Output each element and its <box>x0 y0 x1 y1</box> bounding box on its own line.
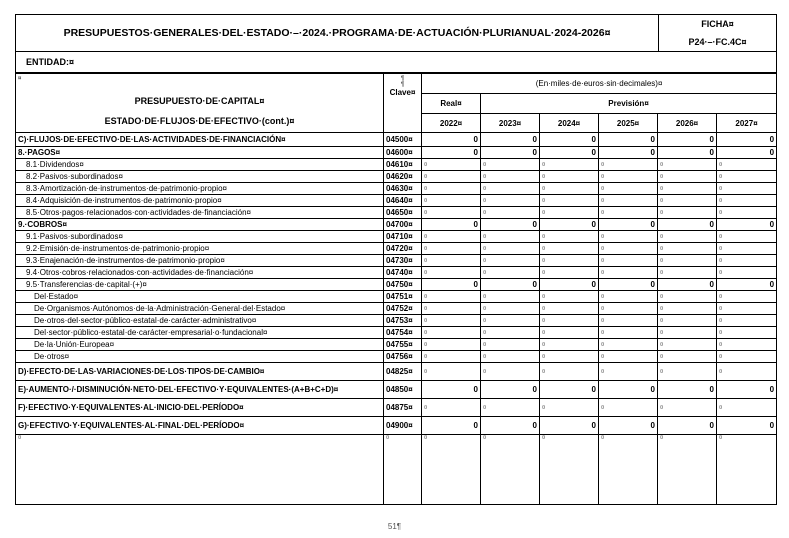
value-cell: ¤ <box>599 171 658 183</box>
clave-header <box>384 74 422 133</box>
year-header: 2022¤ <box>422 114 481 133</box>
value-cell: ¤ <box>422 267 481 279</box>
prevision-header: Previsión¤ <box>481 94 777 114</box>
row-label: 9.5·Transferencias·de·capital·(+)¤ <box>16 279 384 291</box>
value-cell: ¤ <box>481 231 540 243</box>
row-label: G)·EFECTIVO·Y·EQUIVALENTES·AL·FINAL·DEL·PERÍODO¤ <box>16 417 384 435</box>
value-cell: ¤ <box>717 195 777 207</box>
table-row <box>16 399 777 417</box>
value-cell: 0 <box>540 417 599 435</box>
table-row <box>16 219 777 231</box>
value-cell: ¤ <box>481 351 540 363</box>
value-cell: ¤ <box>599 315 658 327</box>
value-cell: 0 <box>717 381 777 399</box>
table-row <box>16 267 777 279</box>
value-cell: ¤ <box>422 207 481 219</box>
row-clave: 04640¤ <box>384 195 422 207</box>
row-clave: 04720¤ <box>384 243 422 255</box>
value-cell: ¤ <box>717 207 777 219</box>
value-cell: 0 <box>658 147 717 159</box>
year-header: 2027¤ <box>717 114 777 133</box>
row-label: De·otros·del·sector·público·estatal·de·carácter·administrativo¤ <box>16 315 384 327</box>
row-clave: 04700¤ <box>384 219 422 231</box>
value-cell: ¤ <box>717 339 777 351</box>
table-row <box>16 133 777 147</box>
value-cell: ¤ <box>422 243 481 255</box>
table-row <box>16 327 777 339</box>
year-header: 2026¤ <box>658 114 717 133</box>
row-label: 8.1·Dividendos¤ <box>16 159 384 171</box>
value-cell: ¤ <box>717 183 777 195</box>
table-row <box>16 363 777 381</box>
row-clave: 04754¤ <box>384 327 422 339</box>
value-cell: ¤ <box>481 267 540 279</box>
table-row <box>16 183 777 195</box>
blank-cell: ¤ <box>599 435 658 505</box>
value-cell: 0 <box>481 381 540 399</box>
value-cell: ¤ <box>599 339 658 351</box>
ficha-code: P24·–·FC.4C¤ <box>688 37 747 47</box>
value-cell: ¤ <box>717 291 777 303</box>
value-cell: ¤ <box>481 195 540 207</box>
value-cell: 0 <box>422 133 481 147</box>
value-cell: ¤ <box>599 327 658 339</box>
value-cell: ¤ <box>599 207 658 219</box>
row-clave: 04753¤ <box>384 315 422 327</box>
row-label: Del·Estado¤ <box>16 291 384 303</box>
row-clave: 04620¤ <box>384 171 422 183</box>
table-row <box>16 279 777 291</box>
value-cell: 0 <box>658 381 717 399</box>
table-body <box>16 133 777 505</box>
value-cell: ¤ <box>540 207 599 219</box>
value-cell: ¤ <box>717 255 777 267</box>
value-cell: ¤ <box>658 399 717 417</box>
value-cell: ¤ <box>599 195 658 207</box>
value-cell: ¤ <box>481 339 540 351</box>
value-cell: ¤ <box>481 171 540 183</box>
value-cell: 0 <box>481 219 540 231</box>
value-cell: ¤ <box>540 363 599 381</box>
value-cell: ¤ <box>422 183 481 195</box>
value-cell: ¤ <box>717 399 777 417</box>
row-label: 8.5·Otros·pagos·relacionados·con·actividades·de·financiación¤ <box>16 207 384 219</box>
value-cell: ¤ <box>599 363 658 381</box>
value-cell: ¤ <box>658 303 717 315</box>
value-cell: ¤ <box>422 159 481 171</box>
blank-cell: ¤ <box>481 435 540 505</box>
value-cell: ¤ <box>481 207 540 219</box>
value-cell: 0 <box>717 147 777 159</box>
row-clave: 04630¤ <box>384 183 422 195</box>
value-cell: ¤ <box>717 315 777 327</box>
row-clave: 04875¤ <box>384 399 422 417</box>
blank-cell: ¤ <box>422 435 481 505</box>
table-row <box>16 315 777 327</box>
value-cell: ¤ <box>658 363 717 381</box>
blank-cell: ¤ <box>658 435 717 505</box>
row-label: F)·EFECTIVO·Y·EQUIVALENTES·AL·INICIO·DEL·PERÍODO¤ <box>16 399 384 417</box>
value-cell: ¤ <box>422 327 481 339</box>
row-label: C)·FLUJOS·DE·EFECTIVO·DE·LAS·ACTIVIDADES·DE·FINANCIACIÓN¤ <box>16 133 384 147</box>
value-cell: ¤ <box>540 351 599 363</box>
row-clave: 04756¤ <box>384 351 422 363</box>
value-cell: ¤ <box>717 171 777 183</box>
value-cell: ¤ <box>658 315 717 327</box>
value-cell: ¤ <box>658 159 717 171</box>
value-cell: ¤ <box>481 327 540 339</box>
ficha-label: FICHA¤ <box>701 19 734 29</box>
row-label: 9.2·Emisión·de·instrumentos·de·patrimonio·propio¤ <box>16 243 384 255</box>
table-row <box>16 195 777 207</box>
value-cell: ¤ <box>540 195 599 207</box>
row-label: 8.4·Adquisición·de·instrumentos·de·patrimonio·propio¤ <box>16 195 384 207</box>
value-cell: ¤ <box>540 339 599 351</box>
value-cell: 0 <box>481 279 540 291</box>
value-cell: ¤ <box>658 243 717 255</box>
year-header: 2024¤ <box>540 114 599 133</box>
value-cell: ¤ <box>422 291 481 303</box>
value-cell: ¤ <box>540 231 599 243</box>
table-row <box>16 231 777 243</box>
value-cell: ¤ <box>658 183 717 195</box>
table-row <box>16 291 777 303</box>
value-cell: 0 <box>422 381 481 399</box>
ficha-box <box>659 15 777 52</box>
row-clave: 04825¤ <box>384 363 422 381</box>
blank-cell: ¤ <box>384 435 422 505</box>
header-table <box>15 14 777 73</box>
row-clave: 04500¤ <box>384 133 422 147</box>
row-clave: 04900¤ <box>384 417 422 435</box>
value-cell: ¤ <box>540 327 599 339</box>
units-note: (En·miles·de·euros·sin·decimales)¤ <box>422 74 777 94</box>
row-label: E)·AUMENTO·/·DISMINUCIÓN·NETO·DEL·EFECTIVO·Y·EQUIVALENTES·(A+B+C+D)¤ <box>16 381 384 399</box>
value-cell: 0 <box>599 219 658 231</box>
row-label: 8.3·Amortización·de·instrumentos·de·patrimonio·propio¤ <box>16 183 384 195</box>
table-row <box>16 303 777 315</box>
value-cell: ¤ <box>599 243 658 255</box>
value-cell: 0 <box>599 133 658 147</box>
document-page <box>15 14 776 505</box>
value-cell: ¤ <box>658 339 717 351</box>
value-cell: ¤ <box>658 255 717 267</box>
table-row <box>16 171 777 183</box>
value-cell: ¤ <box>481 315 540 327</box>
value-cell: 0 <box>540 147 599 159</box>
value-cell: ¤ <box>481 255 540 267</box>
estado-flujos-title: ESTADO·DE·FLUJOS·DE·EFECTIVO·(cont.)¤ <box>104 116 295 126</box>
row-label: 9.4·Otros·cobros·relacionados·con·actividades·de·financiación¤ <box>16 267 384 279</box>
value-cell: ¤ <box>481 303 540 315</box>
row-label: De·la·Unión·Europea¤ <box>16 339 384 351</box>
value-cell: ¤ <box>422 195 481 207</box>
value-cell: ¤ <box>658 291 717 303</box>
value-cell: ¤ <box>599 399 658 417</box>
value-cell: ¤ <box>540 303 599 315</box>
table-row <box>16 243 777 255</box>
value-cell: ¤ <box>422 231 481 243</box>
value-cell: ¤ <box>599 255 658 267</box>
document-title: PRESUPUESTOS·GENERALES·DEL·ESTADO·–·2024.·PROGRAMA·DE·ACTUACIÓN·PLURIANUAL·2024-2026¤ <box>16 15 659 52</box>
table-row <box>16 339 777 351</box>
value-cell: ¤ <box>717 327 777 339</box>
value-cell: ¤ <box>717 267 777 279</box>
value-cell: ¤ <box>658 351 717 363</box>
value-cell: ¤ <box>481 159 540 171</box>
value-cell: 0 <box>481 417 540 435</box>
value-cell: 0 <box>717 279 777 291</box>
table-row <box>16 255 777 267</box>
value-cell: ¤ <box>599 183 658 195</box>
value-cell: 0 <box>599 147 658 159</box>
row-clave: 04850¤ <box>384 381 422 399</box>
year-header: 2025¤ <box>599 114 658 133</box>
table-head-left <box>16 74 384 133</box>
value-cell: ¤ <box>540 315 599 327</box>
row-label: De·otros¤ <box>16 351 384 363</box>
cash-flow-table <box>15 73 777 505</box>
value-cell: ¤ <box>717 303 777 315</box>
value-cell: 0 <box>599 279 658 291</box>
value-cell: ¤ <box>658 327 717 339</box>
value-cell: ¤ <box>717 243 777 255</box>
value-cell: ¤ <box>422 171 481 183</box>
blank-cell: ¤ <box>540 435 599 505</box>
value-cell: ¤ <box>481 183 540 195</box>
value-cell: ¤ <box>658 195 717 207</box>
value-cell: 0 <box>658 219 717 231</box>
value-cell: ¤ <box>599 303 658 315</box>
clave-pilcrow-1: ¶ <box>400 76 405 82</box>
value-cell: ¤ <box>422 351 481 363</box>
value-cell: 0 <box>658 417 717 435</box>
row-clave: 04752¤ <box>384 303 422 315</box>
year-header: 2023¤ <box>481 114 540 133</box>
value-cell: ¤ <box>540 267 599 279</box>
clave-label: Clave¤ <box>389 88 416 97</box>
value-cell: ¤ <box>422 255 481 267</box>
value-cell: 0 <box>481 133 540 147</box>
table-row <box>16 207 777 219</box>
table-row <box>16 381 777 399</box>
row-clave: 04751¤ <box>384 291 422 303</box>
value-cell: ¤ <box>422 363 481 381</box>
value-cell: ¤ <box>540 291 599 303</box>
value-cell: ¤ <box>658 171 717 183</box>
value-cell: ¤ <box>540 243 599 255</box>
value-cell: ¤ <box>658 267 717 279</box>
value-cell: 0 <box>599 417 658 435</box>
value-cell: ¤ <box>540 255 599 267</box>
blank-footer-row <box>16 435 777 505</box>
value-cell: ¤ <box>658 231 717 243</box>
value-cell: 0 <box>422 279 481 291</box>
clave-pilcrow-2: ¶ <box>400 82 405 88</box>
value-cell: 0 <box>540 219 599 231</box>
table-row <box>16 159 777 171</box>
value-cell: 0 <box>422 147 481 159</box>
value-cell: ¤ <box>481 363 540 381</box>
value-cell: ¤ <box>481 291 540 303</box>
row-label: 9.1·Pasivos·subordinados¤ <box>16 231 384 243</box>
row-clave: 04650¤ <box>384 207 422 219</box>
value-cell: 0 <box>658 133 717 147</box>
value-cell: 0 <box>540 279 599 291</box>
value-cell: ¤ <box>422 399 481 417</box>
value-cell: ¤ <box>481 399 540 417</box>
value-cell: ¤ <box>540 183 599 195</box>
row-label: 8.2·Pasivos·subordinados¤ <box>16 171 384 183</box>
value-cell: ¤ <box>599 291 658 303</box>
value-cell: ¤ <box>599 267 658 279</box>
row-label: 9.3·Enajenación·de·instrumentos·de·patrimonio·propio¤ <box>16 255 384 267</box>
value-cell: ¤ <box>422 339 481 351</box>
value-cell: ¤ <box>540 171 599 183</box>
row-clave: 04610¤ <box>384 159 422 171</box>
value-cell: ¤ <box>717 363 777 381</box>
value-cell: ¤ <box>599 231 658 243</box>
value-cell: ¤ <box>599 351 658 363</box>
value-cell: ¤ <box>540 399 599 417</box>
table-row <box>16 351 777 363</box>
blank-cell: ¤ <box>16 435 384 505</box>
row-label: Del·sector·público·estatal·de·carácter·empresarial·o·fundacional¤ <box>16 327 384 339</box>
table-head <box>16 74 777 133</box>
row-label: D)·EFECTO·DE·LAS·VARIACIONES·DE·LOS·TIPOS·DE·CAMBIO¤ <box>16 363 384 381</box>
value-cell: 0 <box>540 133 599 147</box>
presupuesto-capital-title: PRESUPUESTO·DE·CAPITAL¤ <box>134 96 265 106</box>
head-left-marker: ¤ <box>18 76 22 82</box>
value-cell: 0 <box>658 279 717 291</box>
row-label: 9.·COBROS¤ <box>16 219 384 231</box>
blank-cell: ¤ <box>717 435 777 505</box>
value-cell: ¤ <box>599 159 658 171</box>
table-row <box>16 147 777 159</box>
row-clave: 04710¤ <box>384 231 422 243</box>
table-row <box>16 417 777 435</box>
value-cell: 0 <box>717 133 777 147</box>
value-cell: ¤ <box>422 303 481 315</box>
value-cell: 0 <box>540 381 599 399</box>
value-cell: 0 <box>717 219 777 231</box>
row-clave: 04740¤ <box>384 267 422 279</box>
value-cell: ¤ <box>481 243 540 255</box>
value-cell: 0 <box>599 381 658 399</box>
value-cell: ¤ <box>540 159 599 171</box>
value-cell: 0 <box>481 147 540 159</box>
row-label: De·Organismos·Autónomos·de·la·Administración·General·del·Estado¤ <box>16 303 384 315</box>
value-cell: ¤ <box>717 231 777 243</box>
value-cell: ¤ <box>658 207 717 219</box>
row-clave: 04730¤ <box>384 255 422 267</box>
entidad-label: ENTIDAD:¤ <box>16 52 777 73</box>
value-cell: 0 <box>717 417 777 435</box>
page-number: 51¶ <box>387 522 402 531</box>
real-header: Real¤ <box>422 94 481 114</box>
row-clave: 04750¤ <box>384 279 422 291</box>
row-label: 8.·PAGOS¤ <box>16 147 384 159</box>
value-cell: ¤ <box>717 351 777 363</box>
value-cell: 0 <box>422 219 481 231</box>
row-clave: 04600¤ <box>384 147 422 159</box>
value-cell: 0 <box>422 417 481 435</box>
value-cell: ¤ <box>717 159 777 171</box>
row-clave: 04755¤ <box>384 339 422 351</box>
value-cell: ¤ <box>422 315 481 327</box>
